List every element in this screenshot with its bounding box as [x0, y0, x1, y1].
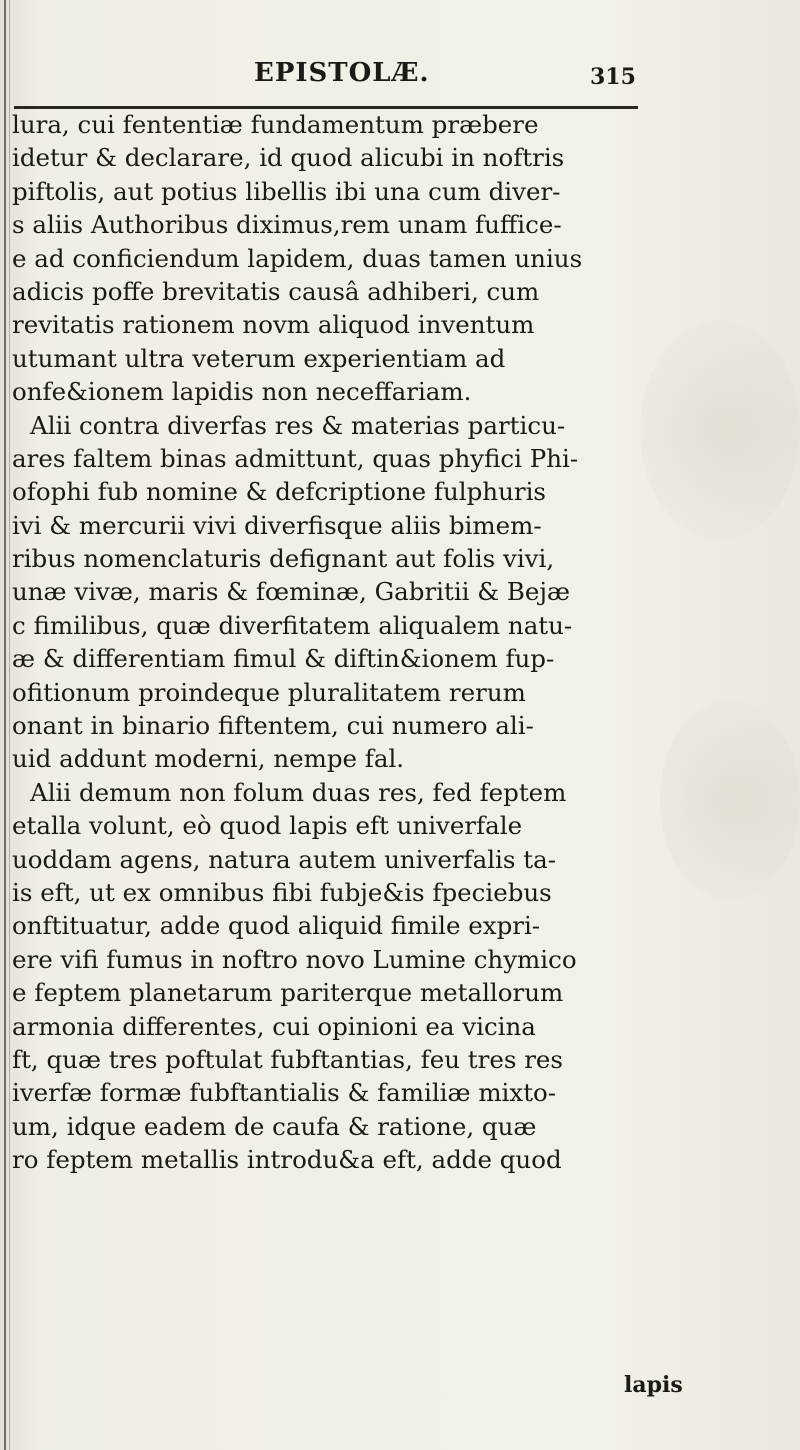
body-text	[12, 108, 672, 1177]
text-line: ribus nomenclaturis defignant aut folis vivi,	[12, 544, 555, 574]
text-line: s aliis Authoribus diximus,rem unam fuffice-	[12, 210, 562, 240]
text-line: ft, quæ tres poftulat fubftantias, feu tres res	[12, 1044, 563, 1074]
text-line: ofitionum proindeque pluralitatem rerum	[12, 677, 526, 707]
gutter-rule	[4, 0, 6, 1450]
text-line: æ & differentiam fimul & diftin&ionem fup-	[12, 644, 555, 674]
text-line: piftolis, aut potius libellis ibi una cum diver-	[12, 176, 561, 206]
text-line: ere vifi fumus in noftro novo Lumine chymico	[12, 944, 577, 974]
text-line: uoddam agens, natura autem univerfalis ta-	[12, 844, 556, 874]
text-line: revitatis rationem novm aliquod inventum	[12, 310, 535, 340]
text-line: onftituatur, adde quod aliquid fimile expri-	[12, 911, 541, 941]
running-head	[0, 58, 800, 98]
text-line: iverfæ formæ fubftantialis & familiæ mixto-	[12, 1078, 557, 1108]
text-line: armonia differentes, cui opinioni ea vicina	[12, 1011, 536, 1041]
text-line: uid addunt moderni, nempe fal.	[12, 744, 405, 774]
text-line: onfe&ionem lapidis non neceffariam.	[12, 377, 472, 407]
catchword: lapis	[624, 1372, 683, 1398]
text-line: onant in binario fiftentem, cui numero ali-	[12, 711, 534, 741]
text-line: utumant ultra veterum experientiam ad	[12, 343, 506, 373]
text-line: ofophi fub nomine & defcriptione fulphuris	[12, 477, 546, 507]
text-line: c fimilibus, quæ diverfitatem aliqualem natu-	[12, 610, 573, 640]
gutter-rule-inner	[9, 0, 10, 1450]
text-line: Alii contra diverfas res & materias particu-	[30, 410, 566, 440]
text-line: adicis poffe brevitatis causâ adhiberi, cum	[12, 276, 540, 306]
text-line: ares faltem binas admittunt, quas phyfici Phi-	[12, 443, 579, 473]
text-line: is eft, ut ex omnibus fibi fubje&is fpeciebus	[12, 877, 552, 907]
paper-stain	[660, 700, 800, 900]
text-line: unæ vivæ, maris & fœminæ, Gabritii & Bejæ	[12, 577, 571, 607]
text-line: ro feptem metallis introdu&a eft, adde quod	[12, 1145, 562, 1175]
text-line: lura, cui fententiæ fundamentum præbere	[12, 110, 539, 139]
text-line: e feptem planetarum pariterque metallorum	[12, 978, 564, 1008]
text-line: ivi & mercurii vivi diverfisque aliis bimem-	[12, 510, 542, 540]
page-number: 315	[590, 64, 636, 90]
text-line: etalla volunt, eò quod lapis eft univerfale	[12, 811, 523, 841]
running-title: EPISTOLÆ.	[254, 58, 430, 88]
text-line: Alii demum non folum duas res, fed feptem	[30, 777, 567, 807]
text-line: e ad conficiendum lapidem, duas tamen unius	[12, 243, 583, 273]
text-line: idetur & declarare, id quod alicubi in noftris	[12, 143, 565, 173]
text-line: um, idque eadem de caufa & ratione, quæ	[12, 1111, 537, 1141]
